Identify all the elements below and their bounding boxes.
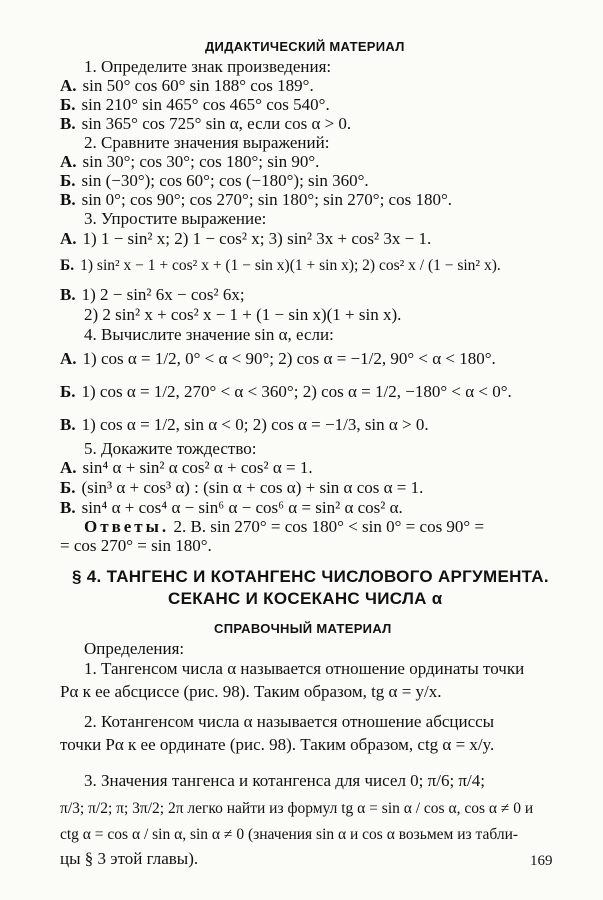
section-title-1: § 4. ТАНГЕНС И КОТАНГЕНС ЧИСЛОВОГО АРГУМЕНТА. bbox=[72, 567, 549, 586]
def-2-line-2: точки Pα к ее ординате (рис. 98). Таким образом, ctg α = x/y. bbox=[60, 735, 495, 754]
task-5b-text: (sin³ α + cos³ α) : (sin α + cos α) + sin α cos α = 1. bbox=[81, 478, 424, 497]
task-1b bbox=[60, 96, 330, 114]
task-3-title: 3. Упростите выражение: bbox=[84, 209, 267, 228]
answers-line-1 bbox=[84, 518, 484, 536]
task-1a-text: sin 50° cos 60° sin 188° cos 189°. bbox=[82, 76, 314, 95]
option-label: А. bbox=[60, 458, 77, 477]
def-1-line-2: Pα к ее абсциссе (рис. 98). Таким образом, tg α = y/x. bbox=[60, 682, 442, 701]
answers-text-1: 2. В. sin 270° = cos 180° < sin 0° = cos 90° = bbox=[173, 517, 485, 536]
task-1c-text: sin 365° cos 725° sin α, если cos α > 0. bbox=[81, 114, 352, 133]
task-1c bbox=[60, 115, 351, 133]
option-label: Б. bbox=[60, 478, 76, 497]
task-2b-text: sin (−30°); cos 60°; cos (−180°); sin 360°. bbox=[81, 171, 369, 190]
task-2-title: 2. Сравните значения выражений: bbox=[84, 133, 330, 152]
option-label: В. bbox=[60, 285, 76, 304]
option-label: Б. bbox=[60, 257, 75, 274]
task-1a bbox=[60, 77, 314, 95]
task-4c-text: 1) cos α = 1/2, sin α < 0; 2) cos α = −1/3, sin α > 0. bbox=[81, 415, 429, 434]
task-2c bbox=[60, 191, 452, 209]
page-number: 169 bbox=[530, 853, 553, 869]
task-5a-text: sin⁴ α + sin² α cos² α + cos² α = 1. bbox=[82, 458, 313, 477]
def-3-line-1: 3. Значения тангенса и котангенса для чисел 0; π/6; π/4; bbox=[84, 771, 485, 790]
option-label: В. bbox=[60, 415, 76, 434]
didactic-header: ДИДАКТИЧЕСКИЙ МАТЕРИАЛ bbox=[205, 39, 405, 54]
task-2a-text: sin 30°; cos 30°; cos 180°; sin 90°. bbox=[82, 152, 320, 171]
def-2-line-1: 2. Котангенсом числа α называется отношение абсциссы bbox=[84, 712, 495, 731]
option-label: В. bbox=[60, 498, 76, 517]
task-3c bbox=[60, 286, 245, 304]
option-label: А. bbox=[60, 152, 77, 171]
task-3b bbox=[60, 257, 501, 275]
task-5-title: 5. Докажите тождество: bbox=[84, 439, 257, 458]
task-2a bbox=[60, 153, 319, 171]
option-label: Б. bbox=[60, 171, 76, 190]
task-3c-text-1: 1) 2 − sin² 6x − cos² 6x; bbox=[81, 285, 245, 304]
answers-line-2: = cos 270° = sin 180°. bbox=[60, 536, 212, 555]
task-4a-text: 1) cos α = 1/2, 0° < α < 90°; 2) cos α = −1/2, 90° < α < 180°. bbox=[82, 349, 496, 368]
task-4a bbox=[60, 350, 496, 368]
task-4-title: 4. Вычислите значение sin α, если: bbox=[84, 325, 334, 344]
option-label: Б. bbox=[60, 95, 76, 114]
option-label: А. bbox=[60, 229, 77, 248]
task-1-title: 1. Определите знак произведения: bbox=[84, 57, 332, 76]
task-3a bbox=[60, 230, 431, 248]
task-5b bbox=[60, 479, 423, 497]
task-5c bbox=[60, 499, 403, 517]
task-5a bbox=[60, 459, 313, 477]
option-label: А. bbox=[60, 76, 77, 95]
answers-label: Ответы. bbox=[84, 517, 170, 536]
reference-subheader: СПРАВОЧНЫЙ МАТЕРИАЛ bbox=[214, 621, 392, 636]
task-4c bbox=[60, 416, 429, 434]
task-1b-text: sin 210° sin 465° cos 465° cos 540°. bbox=[81, 95, 330, 114]
option-label: В. bbox=[60, 190, 76, 209]
definitions-label: Определения: bbox=[84, 639, 185, 658]
option-label: Б. bbox=[60, 382, 76, 401]
def-3-line-3: ctg α = cos α / sin α, sin α ≠ 0 (значения sin α и cos α возьмем из табли- bbox=[60, 826, 519, 843]
option-label: В. bbox=[60, 114, 76, 133]
def-3-line-2: π/3; π/2; π; 3π/2; 2π легко найти из формул tg α = sin α / cos α, cos α ≠ 0 и bbox=[60, 800, 534, 817]
task-3c-2: 2) 2 sin² x + cos² x − 1 + (1 − sin x)(1 + sin x). bbox=[84, 305, 402, 324]
task-5c-text: sin⁴ α + cos⁴ α − sin⁶ α − cos⁶ α = sin² α cos² α. bbox=[81, 498, 403, 517]
task-4b-text: 1) cos α = 1/2, 270° < α < 360°; 2) cos α = 1/2, −180° < α < 0°. bbox=[81, 382, 512, 401]
task-3a-text: 1) 1 − sin² x; 2) 1 − cos² x; 3) sin² 3x + cos² 3x − 1. bbox=[82, 229, 432, 248]
task-2c-text: sin 0°; cos 90°; cos 270°; sin 180°; sin 270°; cos 180°. bbox=[81, 190, 452, 209]
section-title-2: СЕКАНС И КОСЕКАНС ЧИСЛА α bbox=[168, 589, 443, 608]
task-4b bbox=[60, 383, 512, 401]
def-3-line-4: цы § 3 этой главы). bbox=[60, 849, 199, 868]
def-1-line-1: 1. Тангенсом числа α называется отношение ординаты точки bbox=[84, 659, 525, 678]
option-label: А. bbox=[60, 349, 77, 368]
task-3b-text: 1) sin² x − 1 + cos² x + (1 − sin x)(1 + sin x); 2) cos² x / (1 − sin² x). bbox=[80, 257, 501, 274]
task-2b bbox=[60, 172, 369, 190]
